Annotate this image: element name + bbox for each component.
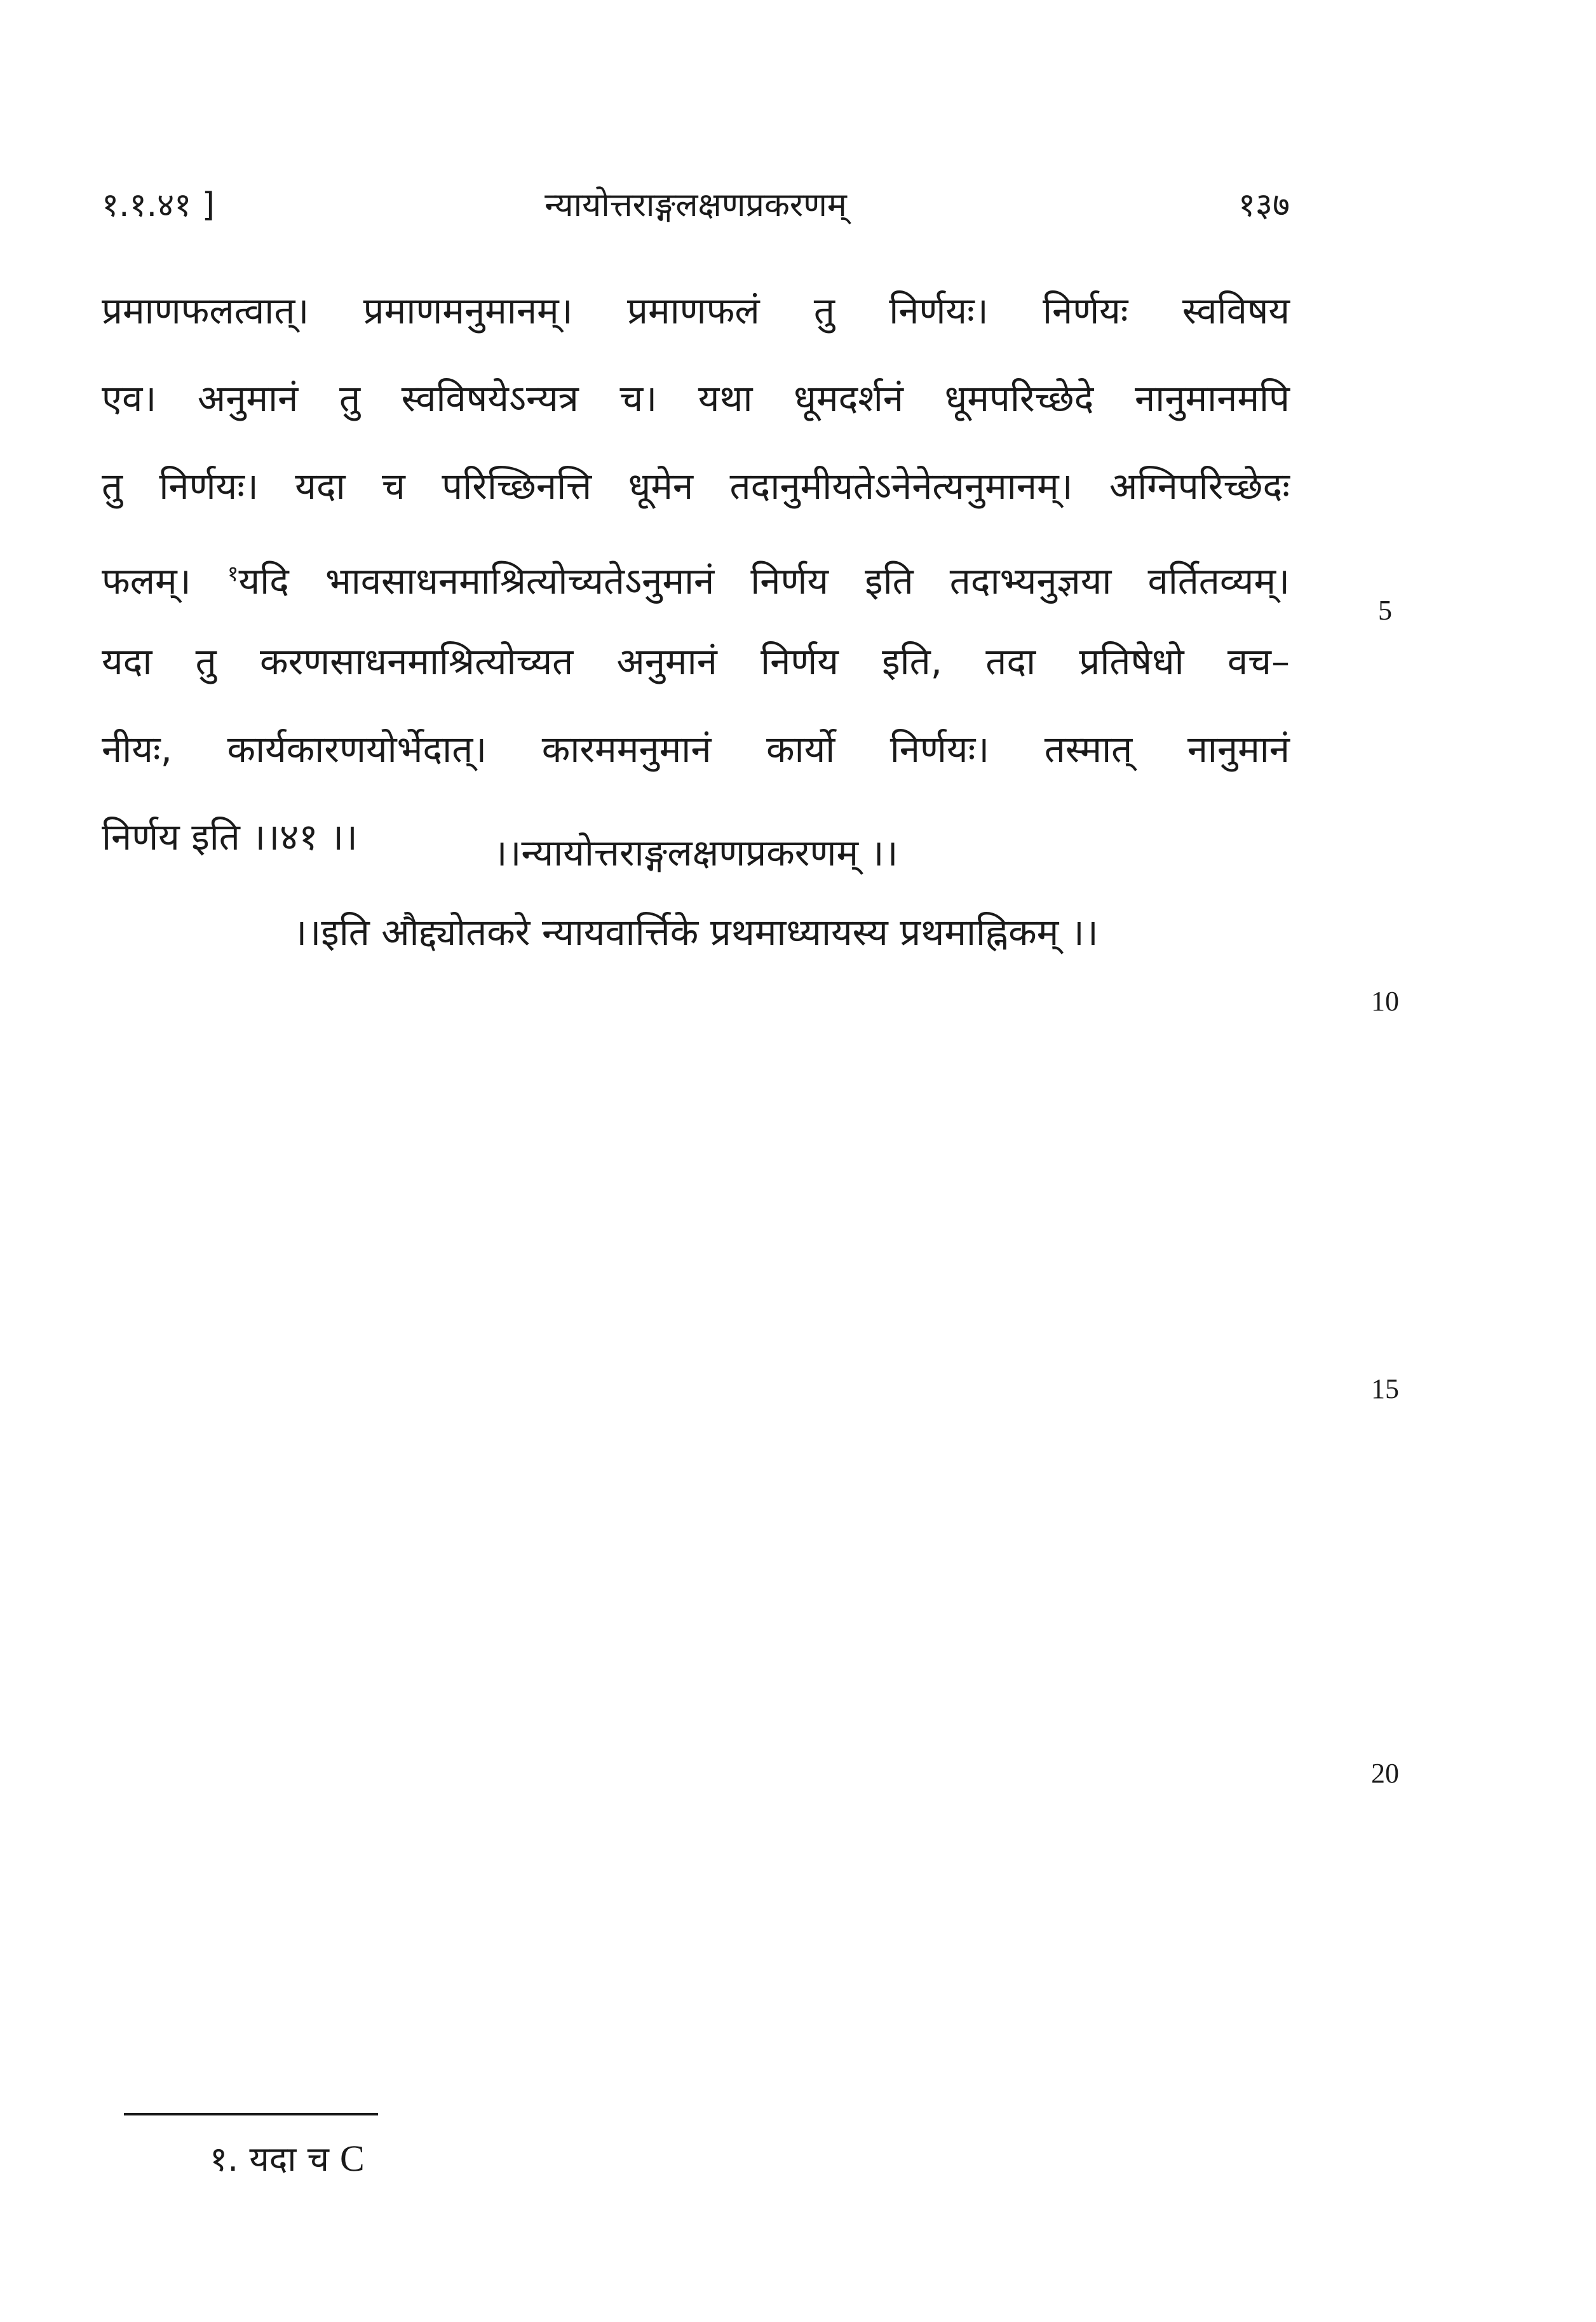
running-head [102,181,1290,238]
chapter-colophon: ।।इति औद्द्योतकरे न्यायवार्त्तिके प्रथमाध्यायस्य प्रथमाह्निकम् ।। [293,911,1099,954]
footnote-marker: १ [227,561,239,587]
line-number: 15 [1371,1373,1399,1404]
footnote [210,2134,365,2181]
line-number: 10 [1371,986,1399,1017]
body-text [102,267,1290,881]
text-line: निर्णय इति ।।४१ ।। [102,815,358,859]
text-line-with-footnote-marker [102,530,1290,618]
text-line-start: फलम्। [102,559,227,603]
section-colophon: ।।न्यायोत्तराङ्गलक्षणप्रकरणम् ।। [493,831,898,874]
text-line: तु निर्णयः। यदा च परिच्छिनत्ति धूमेन तदानुमीयतेऽनेनेत्यनुमानम्। अग्निपरिच्छेदः [102,465,1290,508]
text-line-rest: यदि भावसाधनमाश्रित्योच्यतेऽनुमानं निर्णय इति तदाभ्यनुज्ञया वर्तितव्यम्। [238,559,1290,603]
text-line: एव। अनुमानं तु स्वविषयेऽन्यत्र च। यथा धूमदर्शनं धूमपरिच्छेदे नानुमानमपि [102,377,1290,420]
manuscript-siglum: C [340,2138,365,2179]
text-line: प्रमाणफलत्वात्। प्रमाणमनुमानम्। प्रमाणफलं तु निर्णयः। निर्णयः स्वविषय [102,289,1290,332]
running-title: न्यायोत्तराङ्गलक्षणप्रकरणम् [544,186,847,224]
text-line: यदा तु करणसाधनमाश्रित्योच्यत अनुमानं निर्णय इति, तदा प्रतिषेधो वच– [102,640,1290,683]
footnote-number: १. [210,2139,239,2179]
footnote-rule [124,2113,378,2115]
line-number: 20 [1371,1758,1399,1789]
section-reference: १.१.४१ ] [102,186,215,224]
line-number: 5 [1378,595,1392,626]
page-number: १३७ [1238,186,1290,224]
text-line: नीयः, कार्यकारणयोर्भेदात्। कारममनुमानं कार्यो निर्णयः। तस्मात् नानुमानं [102,728,1290,771]
footnote-text: यदा च [249,2139,329,2179]
